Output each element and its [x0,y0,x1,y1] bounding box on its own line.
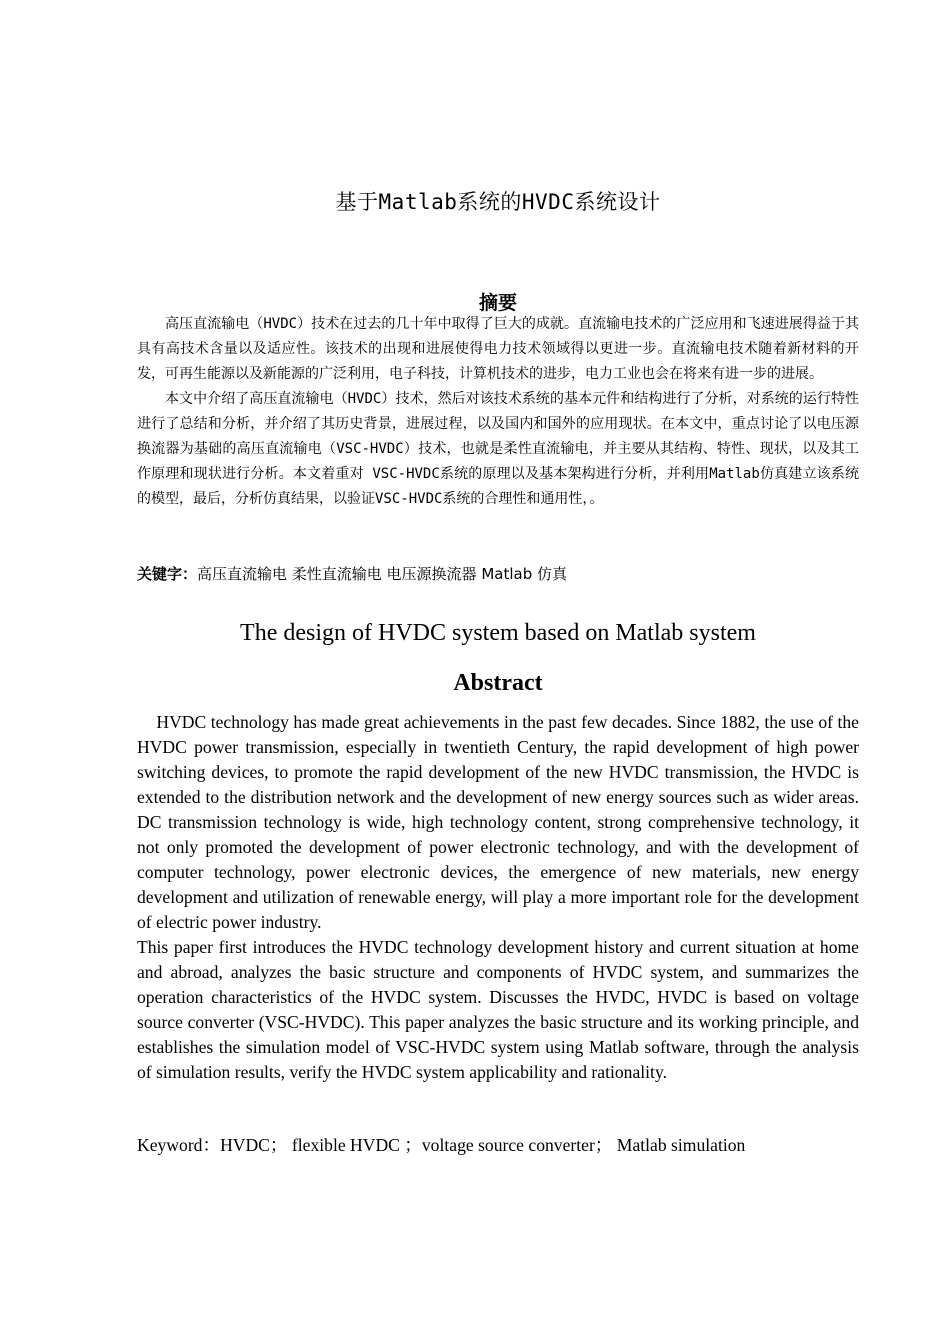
english-abstract-paragraph-1: HVDC technology has made great achievements in the past few decades. Since 1882, the use of the HVDC power transmission, especially in twentieth Century, the rapid development of high power switching devices, to promote the rapid development of the new HVDC transmission, the HVDC is extended to the distribution network and the development of new energy sources such as wider areas. DC transmission technology is wide, high technology content, strong comprehensive technology, it not only promoted the development of power electronic technology, and with the development of computer technology, power electronic devices, the emergence of new materials, new energy development and utilization of renewable energy, will play a more important role for the development of electric power industry. [137,712,859,932]
english-abstract-paragraph-2: This paper first introduces the HVDC technology development history and current situation at home and abroad, analyzes the basic structure and components of HVDC system, and summarizes the operation characteristics of the HVDC system. Discusses the HVDC, HVDC is based on voltage source converter (VSC-HVDC). This paper analyzes the basic structure and its working principle, and establishes the simulation model of VSC-HVDC system using Matlab software, through the analysis of simulation results, verify the HVDC system applicability and rationality. [137,937,859,1082]
chinese-abstract-body [137,312,859,512]
english-abstract-heading: Abstract [453,670,543,696]
english-abstract-body [137,710,859,1085]
chinese-keywords-text: 高压直流输电 柔性直流输电 电压源换流器 Matlab 仿真 [197,565,567,583]
chinese-title: 基于Matlab系统的HVDC系统设计 [335,190,661,214]
chinese-abstract-heading: 摘要 [478,292,517,314]
english-keywords: Keyword：HVDC； flexible HVDC ；voltage source converter； Matlab simulation [137,1135,746,1155]
chinese-keywords-label: 关键字： [137,565,198,583]
chinese-abstract-paragraph-1: 高压直流输电（HVDC）技术在过去的几十年中取得了巨大的成就。直流输电技术的广泛应用和飞速进展得益于其具有高技术含量以及适应性。该技术的出现和进展使得电力技术领域得以更进一步。直流输电技术随着新材料的开发，可再生能源以及新能源的广泛利用，电子科技，计算机技术的进步，电力工业也会在将来有进一步的进展。 [137,316,859,382]
english-title: The design of HVDC system based on Matlab system [240,620,756,646]
chinese-abstract-paragraph-2: 本文中介绍了高压直流输电（HVDC）技术，然后对该技术系统的基本元件和结构进行了分析，对系统的运行特性进行了总结和分析，并介绍了其历史背景，进展过程，以及国内和国外的应用现状。在本文中，重点讨论了以电压源换流器为基础的高压直流输电（VSC-HVDC）技术，也就是柔性直流输电，并主要从其结构、特性、现状，以及其工作原理和现状进行分析。本文着重对 VSC-HVDC系统的原理以及基本架构进行分析，并利用Matlab仿真建立该系统的模型，最后，分析仿真结果，以验证VSC-HVDC系统的合理性和通用性，。 [137,391,859,507]
chinese-keywords [137,562,859,587]
